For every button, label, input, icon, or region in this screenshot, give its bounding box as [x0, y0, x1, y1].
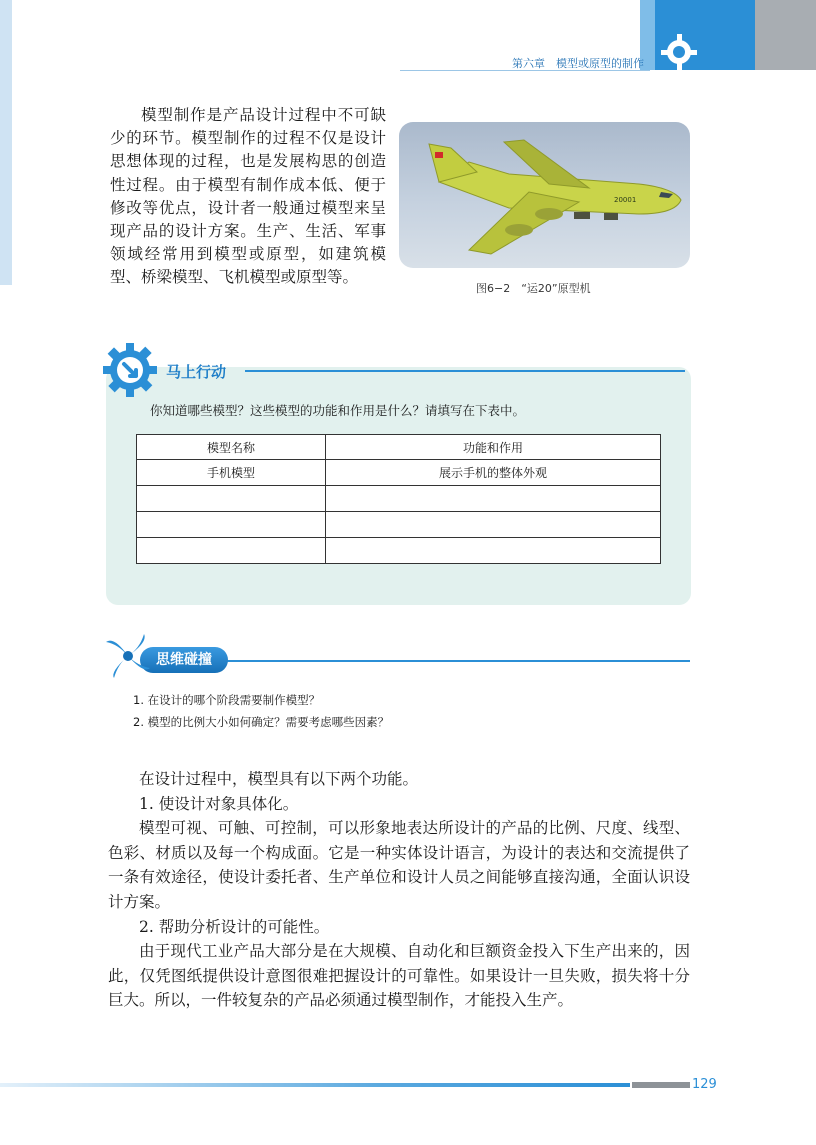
thinking-questions: [133, 689, 389, 733]
table-header-cell: 模型名称: [137, 435, 326, 460]
body-paragraph: 模型可视、可触、可控制，可以形象地表达所设计的产品的比例、尺度、线型、色彩、材质以及每一个构成面。它是一种实体设计语言，为设计的表达和交流提供了一条有效途径，使设计委托者、生产单位和设计人员之间能够直接沟通，全面认识设计方案。: [108, 819, 690, 911]
table-row: [137, 486, 661, 512]
intro-paragraph: 模型制作是产品设计过程中不可缺少的环节。模型制作的过程不仅是设计思想体现的过程，也是发展构思的创造性过程。由于模型有制作成本低、便于修改等优点，设计者一般通过模型来呈现产品的设计方案。生产、生活、军事领域经常用到模型或原型，如建筑模型、桥梁模型、飞机模型或原型等。: [110, 106, 386, 287]
table-row: [137, 460, 661, 486]
action-title: 马上行动: [166, 363, 227, 381]
table-row: [137, 538, 661, 564]
list-item: 1. 在设计的哪个阶段需要制作模型？: [133, 693, 321, 707]
action-title-rule: [245, 370, 685, 372]
model-table: [136, 434, 661, 564]
swirl-icon: [104, 632, 152, 680]
table-cell: [326, 538, 661, 564]
table-header-cell: 功能和作用: [326, 435, 661, 460]
body-paragraph: 在设计过程中，模型具有以下两个功能。: [139, 770, 419, 788]
plane-tail-number: 20001: [614, 196, 637, 204]
gear-hand-icon: [100, 340, 164, 398]
table-cell: [137, 538, 326, 564]
transport-plane-illustration: [399, 122, 690, 268]
table-header-row: [137, 435, 661, 460]
footer-gray-bar: [632, 1082, 690, 1088]
table-cell: [137, 512, 326, 538]
body-paragraph: 2. 帮助分析设计的可能性。: [139, 917, 330, 936]
table-cell: 手机模型: [137, 460, 326, 486]
left-edge-bar: [0, 0, 12, 285]
header-gray-block: [755, 0, 816, 70]
list-item: 2. 模型的比例大小如何确定？需要考虑哪些因素？: [133, 715, 390, 729]
footer-rule: [0, 1083, 630, 1087]
table-cell: [137, 486, 326, 512]
page-number: 129: [692, 1077, 717, 1092]
thinking-title: 思维碰撞: [140, 647, 228, 673]
action-question: 你知道哪些模型？这些模型的功能和作用是什么？请填写在下表中。: [150, 403, 526, 418]
table-row: [137, 512, 661, 538]
body-paragraph: 由于现代工业产品大部分是在大规模、自动化和巨额资金投入下生产出来的，因此，仅凭图纸提供设计意图很难把握设计的可靠性。如果设计一旦失败，损失将十分巨大。所以，一件较复杂的产品必须通过模型制作，才能投入生产。: [108, 942, 690, 1010]
chapter-heading: 第六章 模型或原型的制作: [512, 57, 644, 70]
plane-photo: [399, 122, 690, 268]
table-cell: 展示手机的整体外观: [326, 460, 661, 486]
thinking-title-rule: [225, 660, 690, 662]
header-rule: [400, 70, 650, 71]
gear-icon: [657, 30, 697, 70]
body-paragraph: 1. 使设计对象具体化。: [139, 794, 299, 813]
table-cell: [326, 486, 661, 512]
body-text: [108, 767, 690, 1013]
figure-caption: 图6−2 “运20”原型机: [476, 282, 591, 295]
table-cell: [326, 512, 661, 538]
